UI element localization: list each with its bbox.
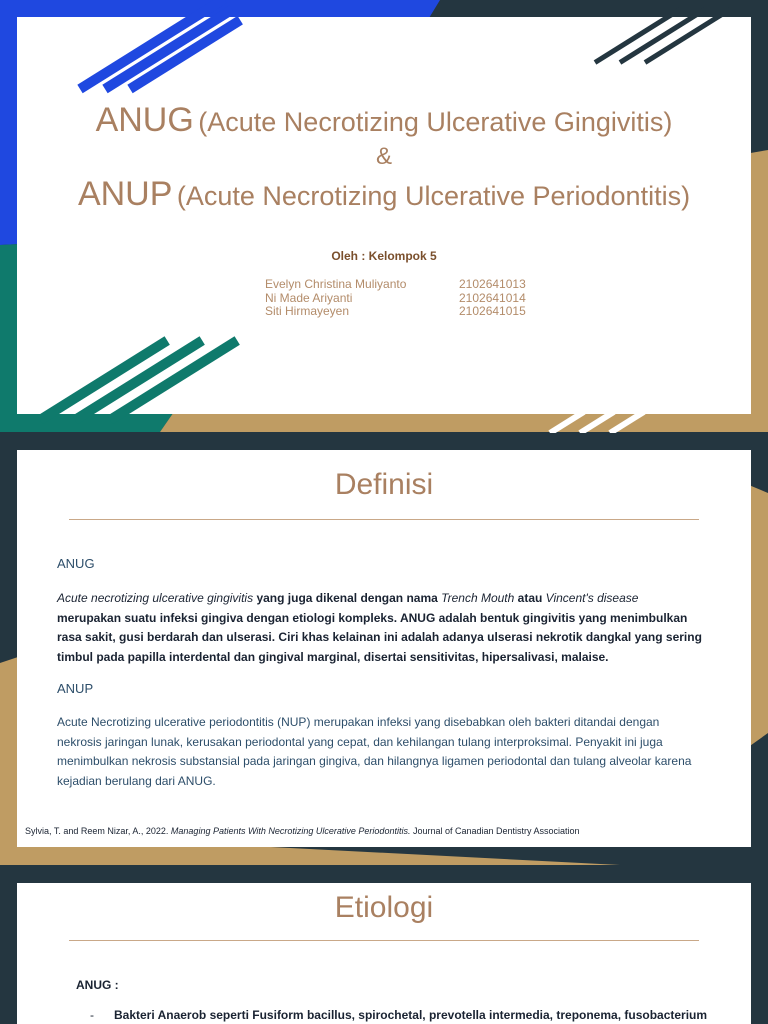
title-divider [69, 940, 699, 941]
member-id: 2102641014 [459, 291, 526, 305]
member-id: 2102641013 [459, 277, 526, 291]
title-abbr-anup: ANUP [77, 175, 173, 213]
etiology-slide-card [17, 883, 751, 1024]
member-name: Evelyn Christina Muliyanto [265, 277, 407, 291]
member-id: 2102641015 [459, 304, 526, 318]
title-line-1 [17, 101, 751, 140]
etiology-bullet: Bakteri Anaerob seperti Fusiform bacillus, spirochetal, prevotella intermedia, treponema, fusobacterium [114, 1008, 708, 1022]
reference [25, 826, 580, 836]
title-line-2 [17, 175, 751, 214]
bullet-dash: - [90, 1008, 94, 1022]
anup-definition: Acute Necrotizing ulcerative periodontitis (NUP) merupakan infeksi yang disebabkan oleh bakteri ditandai dengan nekrosis jaringan lunak, kerusakan periodontal yang cepat, dan kehilangan tulang interproksimal. Penyakit ini juga menimbulkan nekrosis substansial pada jaringan gingiva, dan hilangnya ligamen periodontal dan tulang alveolar karena kejadian berulang dari ANUG. [57, 715, 692, 788]
anug-term-3: Vincent's disease [545, 591, 639, 605]
definition-slide-card [17, 450, 751, 847]
section-title: Definisi [334, 468, 434, 501]
member-name: Siti Hirmayeyen [265, 304, 350, 318]
title-abbr-anug: ANUG [95, 101, 194, 139]
anug-text-2: atau [514, 591, 546, 605]
anug-term: Acute necrotizing ulcerative gingivitis [57, 591, 254, 605]
anug-label: ANUG : [76, 978, 119, 992]
anup-heading: ANUP [57, 681, 94, 696]
ref-title: Managing Patients With Necrotizing Ulcerative Periodontitis. [170, 826, 411, 836]
title-full-anup: (Acute Necrotizing Ulcerative Periodontitis) [176, 181, 691, 211]
title-ampersand: & [375, 143, 392, 170]
ref-authors: Sylvia, T. and Reem Nizar, A., 2022. [25, 826, 171, 836]
anug-heading: ANUG [57, 556, 95, 571]
title-divider [69, 519, 699, 520]
member-name: Ni Made Ariyanti [265, 291, 353, 305]
anug-term-2: Trench Mouth [441, 591, 515, 605]
anug-text-1: yang juga dikenal dengan nama [253, 591, 442, 605]
byline: Oleh : Kelompok 5 [331, 249, 437, 263]
anug-text-3: merupakan suatu infeksi gingiva dengan etiologi kompleks. ANUG adalah bentuk gingivitis yang menimbulkan rasa sakit, gusi berdarah dan ulserasi. Ciri khas kelainan ini adalah adanya ulserasi nekrotik dangkal yang sering timbul pada papilla interdental dan gingival marginal, disertai sensitivitas, hipersalivasi, malaise. [57, 610, 702, 664]
section-title: Etiologi [334, 891, 434, 924]
title-full-anug: (Acute Necrotizing Ulcerative Gingivitis) [198, 107, 673, 137]
anug-definition [57, 589, 705, 667]
ref-journal: Journal of Canadian Dentistry Association [410, 826, 580, 836]
